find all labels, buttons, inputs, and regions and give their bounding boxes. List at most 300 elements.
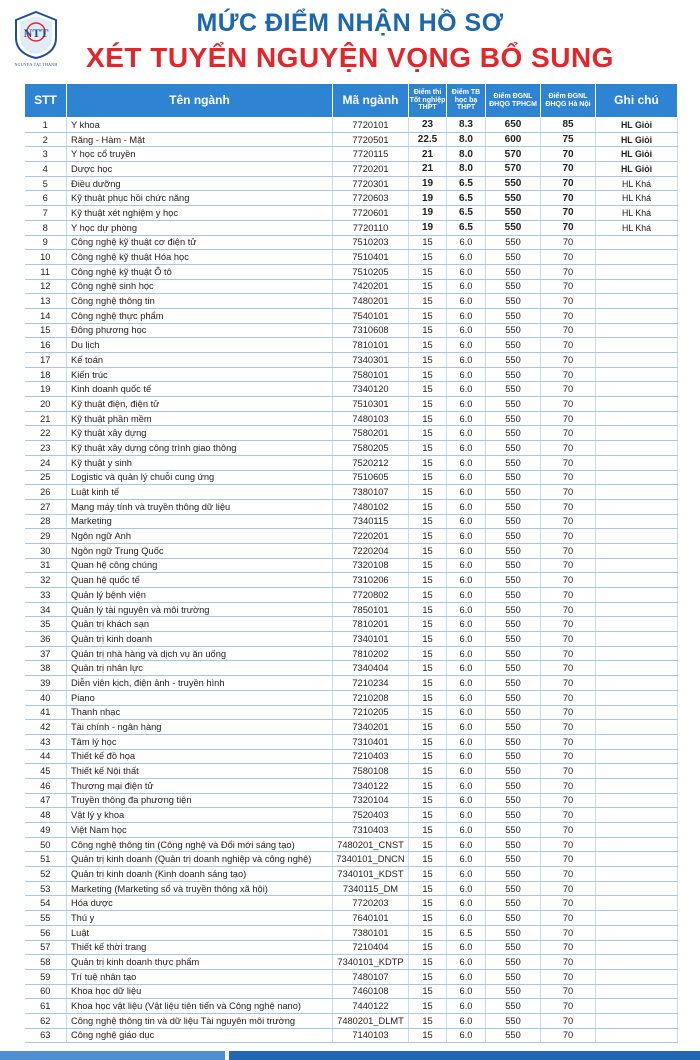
- cell-thpt-score: 15: [409, 778, 447, 793]
- table-row: [25, 911, 678, 926]
- cell-major-name: Luật: [67, 925, 333, 940]
- cell-note: HL Giỏi: [596, 162, 678, 177]
- cell-hocba-score: 6.0: [447, 426, 486, 441]
- cell-dgnl-hn-score: 70: [541, 426, 596, 441]
- cell-major-code: 7810201: [333, 617, 409, 632]
- header-name: Tên ngành: [67, 84, 333, 118]
- cell-stt: 55: [25, 911, 67, 926]
- cell-note: [596, 543, 678, 558]
- cell-dgnl-hn-score: 70: [541, 646, 596, 661]
- header-code: Mã ngành: [333, 84, 409, 118]
- cell-stt: 32: [25, 573, 67, 588]
- cell-thpt-score: 15: [409, 661, 447, 676]
- cell-hocba-score: 6.0: [447, 1028, 486, 1043]
- cell-dgnl-hcm-score: 550: [486, 617, 541, 632]
- cell-dgnl-hn-score: 70: [541, 176, 596, 191]
- cell-note: [596, 485, 678, 500]
- cell-hocba-score: 6.0: [447, 632, 486, 647]
- cell-major-name: Công nghệ thông tin và dữ liệu Tài nguyên môi trường: [67, 1013, 333, 1028]
- cell-dgnl-hcm-score: 550: [486, 250, 541, 265]
- cell-dgnl-hcm-score: 550: [486, 543, 541, 558]
- cell-note: [596, 881, 678, 896]
- cell-stt: 57: [25, 940, 67, 955]
- cell-thpt-score: 15: [409, 764, 447, 779]
- cell-major-code: 7310608: [333, 323, 409, 338]
- cell-stt: 36: [25, 632, 67, 647]
- cell-thpt-score: 15: [409, 602, 447, 617]
- cell-note: [596, 734, 678, 749]
- cell-note: HL Khá: [596, 191, 678, 206]
- table-row: [25, 367, 678, 382]
- cell-thpt-score: 15: [409, 499, 447, 514]
- cell-thpt-score: 15: [409, 617, 447, 632]
- header-thpt: Điểm thi Tốt nghiệp THPT: [409, 84, 447, 118]
- cell-dgnl-hn-score: 70: [541, 969, 596, 984]
- page-title-line2: XÉT TUYỂN NGUYỆN VỌNG BỔ SUNG: [86, 42, 614, 73]
- cell-dgnl-hcm-score: 550: [486, 279, 541, 294]
- cell-hocba-score: 6.0: [447, 573, 486, 588]
- table-row: [25, 720, 678, 735]
- cell-thpt-score: 15: [409, 470, 447, 485]
- cell-stt: 23: [25, 441, 67, 456]
- cell-hocba-score: 6.0: [447, 367, 486, 382]
- cell-major-name: Diễn viên kịch, điện ảnh - truyền hình: [67, 676, 333, 691]
- cell-dgnl-hn-score: 70: [541, 367, 596, 382]
- cell-dgnl-hn-score: 70: [541, 470, 596, 485]
- cell-major-name: Điều dưỡng: [67, 176, 333, 191]
- cell-note: [596, 999, 678, 1014]
- table-row: [25, 749, 678, 764]
- cell-major-code: 7460108: [333, 984, 409, 999]
- cell-note: [596, 676, 678, 691]
- cell-dgnl-hcm-score: 550: [486, 925, 541, 940]
- cell-note: [596, 529, 678, 544]
- cell-dgnl-hcm-score: 550: [486, 881, 541, 896]
- cell-major-name: Công nghệ kỹ thuật cơ điện tử: [67, 235, 333, 250]
- cell-major-name: Quản trị kinh doanh (Kinh doanh sáng tạo): [67, 867, 333, 882]
- cell-stt: 37: [25, 646, 67, 661]
- cell-major-name: Thanh nhạc: [67, 705, 333, 720]
- cell-major-code: 7810202: [333, 646, 409, 661]
- cell-dgnl-hn-score: 70: [541, 279, 596, 294]
- table-row: [25, 896, 678, 911]
- cell-major-code: 7580108: [333, 764, 409, 779]
- table-body: [25, 118, 678, 1043]
- cell-thpt-score: 15: [409, 969, 447, 984]
- cell-dgnl-hcm-score: 550: [486, 176, 541, 191]
- cell-dgnl-hn-score: 70: [541, 896, 596, 911]
- cell-major-name: Tâm lý học: [67, 734, 333, 749]
- cell-thpt-score: 15: [409, 837, 447, 852]
- cell-thpt-score: 15: [409, 485, 447, 500]
- cell-hocba-score: 6.0: [447, 485, 486, 500]
- cell-dgnl-hn-score: 70: [541, 793, 596, 808]
- cell-major-name: Công nghệ kỹ thuật Hóa học: [67, 250, 333, 265]
- cell-dgnl-hn-score: 70: [541, 441, 596, 456]
- cell-dgnl-hcm-score: 550: [486, 529, 541, 544]
- cell-note: [596, 397, 678, 412]
- cell-major-name: Kiến trúc: [67, 367, 333, 382]
- cell-major-code: 7510203: [333, 235, 409, 250]
- cell-major-code: 7510205: [333, 264, 409, 279]
- footer-band: [0, 1051, 700, 1060]
- cell-thpt-score: 15: [409, 308, 447, 323]
- footer-band-light: [0, 1051, 225, 1060]
- cell-hocba-score: 6.0: [447, 338, 486, 353]
- header-row: [25, 84, 678, 118]
- cell-note: [596, 778, 678, 793]
- cell-hocba-score: 6.0: [447, 749, 486, 764]
- table-row: [25, 543, 678, 558]
- cell-dgnl-hcm-score: 550: [486, 690, 541, 705]
- cell-dgnl-hn-score: 70: [541, 162, 596, 177]
- cell-stt: 8: [25, 220, 67, 235]
- cell-hocba-score: 6.0: [447, 308, 486, 323]
- cell-note: [596, 470, 678, 485]
- cell-hocba-score: 6.5: [447, 925, 486, 940]
- cell-thpt-score: 15: [409, 632, 447, 647]
- cell-hocba-score: 8.3: [447, 118, 486, 133]
- cell-major-name: Thiết kế đồ họa: [67, 749, 333, 764]
- cell-thpt-score: 15: [409, 881, 447, 896]
- cell-major-code: 7380101: [333, 925, 409, 940]
- cell-hocba-score: 6.0: [447, 940, 486, 955]
- table-row: [25, 132, 678, 147]
- cell-major-code: 7210234: [333, 676, 409, 691]
- cell-dgnl-hn-score: 70: [541, 617, 596, 632]
- cell-note: [596, 661, 678, 676]
- cell-stt: 51: [25, 852, 67, 867]
- table-row: [25, 308, 678, 323]
- cell-note: [596, 1028, 678, 1043]
- cell-dgnl-hcm-score: 550: [486, 353, 541, 368]
- footer-band-dark: [229, 1051, 700, 1060]
- cell-major-name: Quản trị khách sạn: [67, 617, 333, 632]
- table-row: [25, 984, 678, 999]
- cell-stt: 54: [25, 896, 67, 911]
- cell-major-code: 7320108: [333, 558, 409, 573]
- cell-major-code: 7720301: [333, 176, 409, 191]
- cell-dgnl-hcm-score: 550: [486, 499, 541, 514]
- cell-hocba-score: 6.0: [447, 984, 486, 999]
- cell-stt: 27: [25, 499, 67, 514]
- cell-thpt-score: 15: [409, 558, 447, 573]
- cell-dgnl-hn-score: 70: [541, 823, 596, 838]
- cell-dgnl-hn-score: 70: [541, 690, 596, 705]
- cell-stt: 2: [25, 132, 67, 147]
- cell-note: [596, 455, 678, 470]
- cell-thpt-score: 15: [409, 984, 447, 999]
- cell-thpt-score: 15: [409, 338, 447, 353]
- cell-note: [596, 323, 678, 338]
- cell-dgnl-hcm-score: 550: [486, 602, 541, 617]
- cell-major-name: Y học cổ truyền: [67, 147, 333, 162]
- cell-dgnl-hcm-score: 550: [486, 646, 541, 661]
- cell-dgnl-hcm-score: 550: [486, 411, 541, 426]
- table-row: [25, 573, 678, 588]
- table-row: [25, 147, 678, 162]
- cell-thpt-score: 15: [409, 426, 447, 441]
- cell-stt: 12: [25, 279, 67, 294]
- table-row: [25, 881, 678, 896]
- cell-major-name: Đông phương học: [67, 323, 333, 338]
- cell-dgnl-hcm-score: 550: [486, 382, 541, 397]
- cell-major-name: Tài chính - ngân hàng: [67, 720, 333, 735]
- cell-thpt-score: 15: [409, 264, 447, 279]
- cell-note: [596, 382, 678, 397]
- table-row: [25, 999, 678, 1014]
- cell-major-code: 7580201: [333, 426, 409, 441]
- cell-major-name: Truyền thông đa phương tiện: [67, 793, 333, 808]
- cell-dgnl-hcm-score: 550: [486, 558, 541, 573]
- cell-major-code: 7510301: [333, 397, 409, 412]
- cell-hocba-score: 6.0: [447, 529, 486, 544]
- cell-dgnl-hn-score: 70: [541, 323, 596, 338]
- cell-stt: 24: [25, 455, 67, 470]
- cell-note: [596, 837, 678, 852]
- cell-dgnl-hn-score: 70: [541, 720, 596, 735]
- cell-hocba-score: 6.5: [447, 176, 486, 191]
- cell-dgnl-hn-score: 70: [541, 778, 596, 793]
- cell-note: [596, 940, 678, 955]
- cell-major-name: Du lịch: [67, 338, 333, 353]
- table-row: [25, 499, 678, 514]
- cell-stt: 30: [25, 543, 67, 558]
- cell-thpt-score: 15: [409, 353, 447, 368]
- cell-major-code: 7310206: [333, 573, 409, 588]
- cell-dgnl-hn-score: 70: [541, 353, 596, 368]
- cell-major-code: 7210208: [333, 690, 409, 705]
- cell-hocba-score: 6.0: [447, 837, 486, 852]
- scores-table-container: [24, 83, 677, 1043]
- header-hocba: Điểm TB học bạ THPT: [447, 84, 486, 118]
- cell-dgnl-hn-score: 70: [541, 220, 596, 235]
- cell-dgnl-hn-score: 70: [541, 852, 596, 867]
- cell-stt: 14: [25, 308, 67, 323]
- cell-thpt-score: 15: [409, 925, 447, 940]
- cell-thpt-score: 15: [409, 250, 447, 265]
- cell-thpt-score: 15: [409, 529, 447, 544]
- cell-major-name: Thương mại điện tử: [67, 778, 333, 793]
- table-row: [25, 646, 678, 661]
- cell-dgnl-hn-score: 70: [541, 397, 596, 412]
- cell-major-name: Ngôn ngữ Anh: [67, 529, 333, 544]
- cell-thpt-score: 15: [409, 573, 447, 588]
- cell-stt: 47: [25, 793, 67, 808]
- cell-major-code: 7340404: [333, 661, 409, 676]
- cell-major-code: 7340101_KDTP: [333, 955, 409, 970]
- cell-major-code: 7480107: [333, 969, 409, 984]
- cell-note: [596, 867, 678, 882]
- cell-thpt-score: 15: [409, 896, 447, 911]
- cell-major-code: 7340120: [333, 382, 409, 397]
- cell-major-code: 7340101: [333, 632, 409, 647]
- cell-hocba-score: 6.0: [447, 279, 486, 294]
- cell-hocba-score: 6.0: [447, 852, 486, 867]
- cell-note: [596, 749, 678, 764]
- cell-dgnl-hn-score: 70: [541, 676, 596, 691]
- cell-dgnl-hn-score: 70: [541, 867, 596, 882]
- cell-stt: 42: [25, 720, 67, 735]
- cell-major-code: 7340101_KDST: [333, 867, 409, 882]
- cell-dgnl-hn-score: 70: [541, 764, 596, 779]
- cell-thpt-score: 15: [409, 235, 447, 250]
- cell-major-name: Quản trị nhân lực: [67, 661, 333, 676]
- cell-hocba-score: 6.0: [447, 588, 486, 603]
- cell-hocba-score: 6.0: [447, 323, 486, 338]
- cell-note: [596, 984, 678, 999]
- cell-major-name: Kỹ thuật phần mềm: [67, 411, 333, 426]
- cell-thpt-score: 19: [409, 191, 447, 206]
- table-row: [25, 588, 678, 603]
- cell-dgnl-hcm-score: 550: [486, 264, 541, 279]
- cell-hocba-score: 6.0: [447, 250, 486, 265]
- cell-note: [596, 602, 678, 617]
- table-row: [25, 632, 678, 647]
- cell-stt: 18: [25, 367, 67, 382]
- cell-hocba-score: 6.0: [447, 411, 486, 426]
- cell-dgnl-hn-score: 70: [541, 984, 596, 999]
- table-row: [25, 220, 678, 235]
- cell-dgnl-hn-score: 70: [541, 338, 596, 353]
- cell-thpt-score: 22.5: [409, 132, 447, 147]
- cell-hocba-score: 6.0: [447, 543, 486, 558]
- cell-major-code: 7850101: [333, 602, 409, 617]
- table-row: [25, 264, 678, 279]
- table-row: [25, 397, 678, 412]
- cell-dgnl-hn-score: 70: [541, 411, 596, 426]
- table-row: [25, 206, 678, 221]
- table-row: [25, 676, 678, 691]
- cell-note: [596, 632, 678, 647]
- cell-major-name: Piano: [67, 690, 333, 705]
- cell-major-name: Quản trị nhà hàng và dịch vụ ăn uống: [67, 646, 333, 661]
- cell-thpt-score: 15: [409, 382, 447, 397]
- logo-caption: NGUYEN TAT THANH: [14, 62, 58, 67]
- table-row: [25, 867, 678, 882]
- cell-dgnl-hn-score: 70: [541, 661, 596, 676]
- table-row: [25, 925, 678, 940]
- table-row: [25, 1013, 678, 1028]
- cell-major-code: 7510605: [333, 470, 409, 485]
- cell-hocba-score: 6.0: [447, 353, 486, 368]
- cell-stt: 58: [25, 955, 67, 970]
- cell-major-code: 7140103: [333, 1028, 409, 1043]
- cell-dgnl-hn-score: 70: [541, 1013, 596, 1028]
- cell-stt: 60: [25, 984, 67, 999]
- cell-hocba-score: 6.0: [447, 778, 486, 793]
- cell-major-name: Quan hệ công chúng: [67, 558, 333, 573]
- cell-dgnl-hn-score: 70: [541, 749, 596, 764]
- header-stt: STT: [25, 84, 67, 118]
- cell-hocba-score: 6.5: [447, 220, 486, 235]
- table-row: [25, 455, 678, 470]
- header-dgnl-hn: Điểm ĐGNL ĐHQG Hà Nội: [541, 84, 596, 118]
- cell-thpt-score: 15: [409, 852, 447, 867]
- cell-dgnl-hcm-score: 550: [486, 867, 541, 882]
- cell-major-code: 7210403: [333, 749, 409, 764]
- cell-hocba-score: 6.0: [447, 911, 486, 926]
- table-row: [25, 426, 678, 441]
- cell-thpt-score: 15: [409, 397, 447, 412]
- cell-major-name: Công nghệ thông tin (Công nghệ và Đổi mới sáng tạo): [67, 837, 333, 852]
- cell-dgnl-hcm-score: 550: [486, 191, 541, 206]
- cell-dgnl-hcm-score: 550: [486, 940, 541, 955]
- cell-thpt-score: 21: [409, 162, 447, 177]
- cell-hocba-score: 6.0: [447, 441, 486, 456]
- cell-stt: 34: [25, 602, 67, 617]
- cell-thpt-score: 15: [409, 1028, 447, 1043]
- cell-dgnl-hn-score: 70: [541, 602, 596, 617]
- cell-note: [596, 235, 678, 250]
- cell-dgnl-hcm-score: 550: [486, 235, 541, 250]
- cell-stt: 7: [25, 206, 67, 221]
- table-row: [25, 793, 678, 808]
- cell-note: [596, 353, 678, 368]
- table-row: [25, 617, 678, 632]
- cell-dgnl-hcm-score: 600: [486, 132, 541, 147]
- table-row: [25, 191, 678, 206]
- logo-monogram: NTT: [23, 26, 49, 40]
- cell-note: [596, 1013, 678, 1028]
- cell-dgnl-hcm-score: 550: [486, 308, 541, 323]
- cell-major-name: Kỹ thuật xây dựng công trình giao thông: [67, 441, 333, 456]
- cell-dgnl-hcm-score: 550: [486, 573, 541, 588]
- cell-dgnl-hcm-score: 550: [486, 734, 541, 749]
- cell-major-code: 7340115: [333, 514, 409, 529]
- cell-stt: 15: [25, 323, 67, 338]
- cell-hocba-score: 8.0: [447, 147, 486, 162]
- cell-stt: 38: [25, 661, 67, 676]
- scores-table: [24, 83, 678, 1043]
- cell-major-code: 7540101: [333, 308, 409, 323]
- cell-stt: 6: [25, 191, 67, 206]
- cell-dgnl-hn-score: 75: [541, 132, 596, 147]
- cell-major-name: Kỹ thuật xây dựng: [67, 426, 333, 441]
- cell-note: [596, 499, 678, 514]
- cell-dgnl-hcm-score: 550: [486, 220, 541, 235]
- cell-dgnl-hcm-score: 550: [486, 367, 541, 382]
- cell-note: [596, 441, 678, 456]
- cell-stt: 44: [25, 749, 67, 764]
- cell-note: [596, 308, 678, 323]
- cell-stt: 22: [25, 426, 67, 441]
- cell-thpt-score: 15: [409, 955, 447, 970]
- cell-major-name: Kế toán: [67, 353, 333, 368]
- table-row: [25, 529, 678, 544]
- cell-dgnl-hn-score: 70: [541, 235, 596, 250]
- table-row: [25, 823, 678, 838]
- cell-note: [596, 852, 678, 867]
- cell-major-code: 7420201: [333, 279, 409, 294]
- cell-hocba-score: 6.0: [447, 264, 486, 279]
- cell-major-name: Quản trị kinh doanh thực phẩm: [67, 955, 333, 970]
- cell-major-code: 7480201_CNST: [333, 837, 409, 852]
- cell-stt: 10: [25, 250, 67, 265]
- cell-thpt-score: 21: [409, 147, 447, 162]
- cell-note: [596, 426, 678, 441]
- cell-hocba-score: 6.0: [447, 294, 486, 309]
- cell-note: HL Khá: [596, 206, 678, 221]
- cell-note: [596, 411, 678, 426]
- cell-stt: 11: [25, 264, 67, 279]
- cell-dgnl-hn-score: 70: [541, 734, 596, 749]
- cell-hocba-score: 6.0: [447, 705, 486, 720]
- cell-dgnl-hcm-score: 550: [486, 455, 541, 470]
- cell-dgnl-hcm-score: 550: [486, 749, 541, 764]
- cell-stt: 31: [25, 558, 67, 573]
- cell-hocba-score: 6.0: [447, 235, 486, 250]
